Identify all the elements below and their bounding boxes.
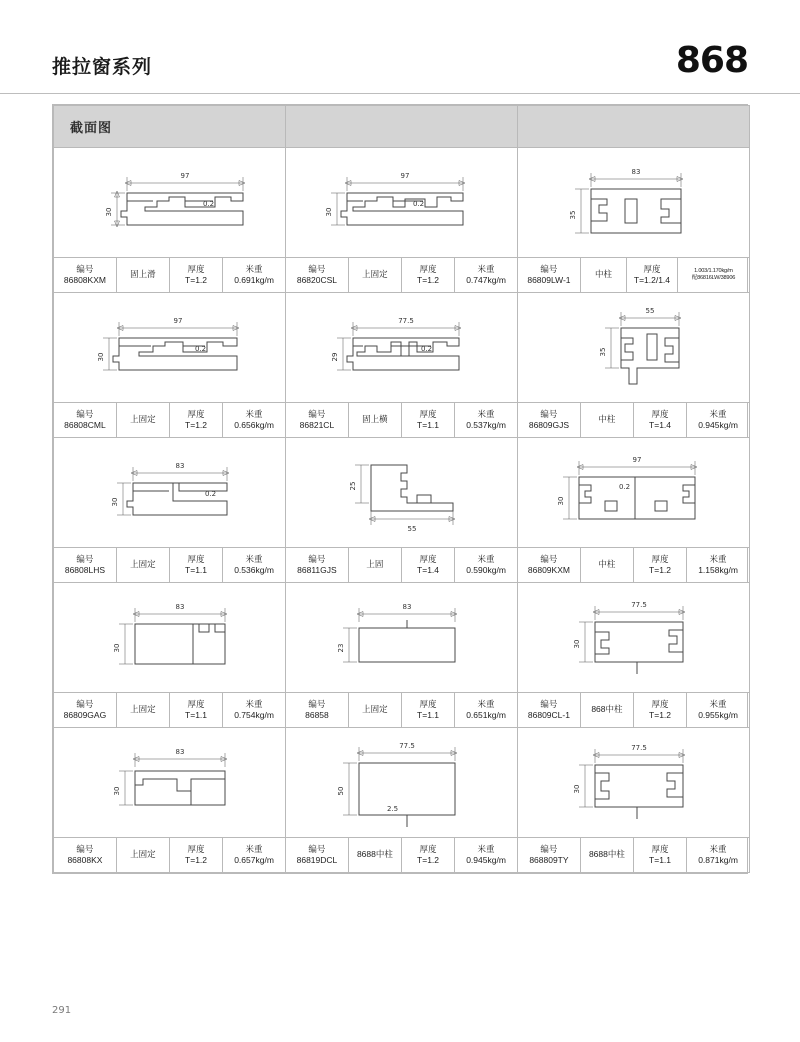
spec-name-r5c3: 8688中柱	[580, 838, 633, 872]
profile-grid	[53, 105, 750, 873]
spec-weight-r3c1: 米重 0.536kg/m	[234, 553, 274, 575]
spec-thickness-r5c2: 厚度 T=1.2	[401, 838, 454, 872]
dim-width-r5c3: 77.5	[630, 743, 647, 752]
dim-height-r3c1: 30	[110, 497, 119, 506]
spec-thickness-r4c2: 厚度 T=1.1	[401, 693, 454, 727]
dim-width-r1c2: 97	[400, 171, 409, 180]
band-header-row	[54, 106, 750, 148]
spec-code-r3c3: 编号 86809KXM	[518, 548, 580, 582]
band-empty-cell-2	[518, 106, 750, 148]
drawing-cell-r5c2	[286, 728, 518, 838]
spec-code-r3c2: 编号 86811GJS	[286, 548, 348, 582]
dim-width-r4c3: 77.5	[630, 600, 647, 609]
dim-width-r4c2: 83	[402, 602, 411, 611]
spec-weight-r4c2: 米重 0.651kg/m	[466, 698, 506, 720]
dim-height-r3c3: 30	[556, 496, 565, 505]
spec-name-r2c2: 固上横	[348, 403, 401, 437]
spec-code-r1c3: 编号 86809LW-1	[518, 258, 580, 292]
spec-name-r5c2: 8688中柱	[348, 838, 401, 872]
spec-cell-r5c2	[286, 838, 518, 873]
dim-height-r5c1: 30	[112, 786, 121, 795]
drawing-cell-r2c3	[518, 293, 750, 403]
spec-name-r3c1: 上固定	[116, 548, 169, 582]
drawing-cell-r5c1	[54, 728, 286, 838]
spec-code-r4c1: 编号 86809GAG	[54, 693, 116, 727]
page-header	[0, 0, 800, 93]
dim-height-r5c2: 50	[336, 786, 345, 795]
drawing-cell-r5c3	[518, 728, 750, 838]
dim-width-r3c1: 83	[175, 461, 184, 470]
spec-thickness-r3c3: 厚度 T=1.2	[633, 548, 686, 582]
drawing-row-5	[54, 728, 750, 838]
spec-cell-r2c1	[54, 403, 286, 438]
spec-cell-r2c2	[286, 403, 518, 438]
spec-cell-r4c1	[54, 693, 286, 728]
dim-height-r1c1: 30	[104, 207, 113, 216]
dim-height-r2c3: 35	[598, 347, 607, 356]
page-number: 291	[52, 1005, 72, 1016]
spec-thickness-r3c1: 厚度 T=1.1	[169, 548, 222, 582]
spec-name-r3c2: 上固	[348, 548, 401, 582]
dim-width-r5c2: 77.5	[398, 741, 415, 750]
dim-height-r1c3: 35	[568, 210, 577, 219]
dim-width-r2c2: 77.5	[397, 316, 414, 325]
drawing-row-2	[54, 293, 750, 403]
svg-text:0.2: 0.2	[420, 344, 432, 353]
profile-table	[52, 104, 748, 874]
dim-width-r2c3: 55	[645, 306, 654, 315]
svg-text:0.2: 0.2	[202, 199, 214, 208]
spec-code-r4c3: 编号 86809CL-1	[518, 693, 580, 727]
spec-weight-r5c2: 米重 0.945kg/m	[466, 843, 506, 865]
spec-name-r3c3: 中柱	[580, 548, 633, 582]
spec-weight-r4c1: 米重 0.754kg/m	[234, 698, 274, 720]
series-number: 868	[675, 40, 748, 81]
spec-thickness-r4c3: 厚度 T=1.2	[633, 693, 686, 727]
svg-text:0.2: 0.2	[618, 482, 630, 491]
spec-cell-r1c1	[54, 258, 286, 293]
spec-cell-r2c3	[518, 403, 750, 438]
spec-cell-r1c3	[518, 258, 750, 293]
dim-width-r3c3: 97	[632, 455, 641, 464]
drawing-cell-r2c1	[54, 293, 286, 403]
drawing-cell-r4c2	[286, 583, 518, 693]
spec-weight-r5c1: 米重 0.657kg/m	[234, 843, 274, 865]
spec-cell-r3c2	[286, 548, 518, 583]
drawing-cell-r3c3	[518, 438, 750, 548]
band-empty-cell-1	[286, 106, 518, 148]
spec-weight-r4c3: 米重 0.955kg/m	[698, 698, 738, 720]
header-divider	[0, 93, 800, 94]
spec-thickness-r2c2: 厚度 T=1.1	[401, 403, 454, 437]
spec-code-r2c2: 编号 86821CL	[286, 403, 348, 437]
dim-height-r4c3: 30	[572, 639, 581, 648]
spec-weight-r5c3: 米重 0.871kg/m	[698, 843, 738, 865]
spec-cell-r3c3	[518, 548, 750, 583]
spec-weight-r2c1: 米重 0.656kg/m	[234, 408, 274, 430]
spec-name-r1c3: 中柱	[580, 258, 626, 292]
spec-thickness-r1c2: 厚度 T=1.2	[401, 258, 454, 292]
drawing-cell-r4c1	[54, 583, 286, 693]
spec-row-5	[54, 838, 750, 873]
spec-weight-r3c3: 米重 1.158kg/m	[698, 553, 738, 575]
dim-height-r4c1: 30	[112, 643, 121, 652]
spec-code-r5c1: 编号 86808KX	[54, 838, 116, 872]
band-title: 截面图	[70, 119, 113, 135]
spec-row-2	[54, 403, 750, 438]
spec-name-r4c2: 上固定	[348, 693, 401, 727]
spec-code-r5c3: 编号 868809TY	[518, 838, 580, 872]
svg-text:0.2: 0.2	[204, 489, 216, 498]
svg-text:2.5: 2.5	[386, 804, 398, 813]
spec-row-1	[54, 258, 750, 293]
svg-text:0.2: 0.2	[412, 199, 424, 208]
spec-thickness-r2c3: 厚度 T=1.4	[633, 403, 686, 437]
dim-height-r5c3: 30	[572, 784, 581, 793]
page-title: 推拉窗系列	[52, 57, 153, 78]
dim-width-r1c1: 97	[180, 171, 189, 180]
drawing-cell-r1c1	[54, 148, 286, 258]
spec-thickness-r3c2: 厚度 T=1.4	[401, 548, 454, 582]
band-title-cell	[54, 106, 286, 148]
dim-width-r3c2: 55	[407, 524, 416, 533]
dim-width-r5c1: 83	[175, 747, 184, 756]
spec-thickness-r1c3: 厚度 T=1.2/1.4	[627, 258, 678, 292]
spec-weight-r2c2: 米重 0.537kg/m	[466, 408, 506, 430]
spec-code-r3c1: 编号 86808LHS	[54, 548, 116, 582]
drawing-row-4	[54, 583, 750, 693]
spec-name-r2c1: 上固定	[116, 403, 169, 437]
spec-weight-r1c1: 米重 0.691kg/m	[234, 263, 274, 285]
dim-width-r1c3: 83	[631, 167, 640, 176]
spec-cell-r5c1	[54, 838, 286, 873]
dim-height-r2c1: 30	[96, 352, 105, 361]
spec-cell-r4c3	[518, 693, 750, 728]
spec-weight-r3c2: 米重 0.590kg/m	[466, 553, 506, 575]
dim-height-r3c2: 25	[348, 481, 357, 490]
spec-row-4	[54, 693, 750, 728]
drawing-row-1	[54, 148, 750, 258]
spec-code-r2c1: 编号 86808CML	[54, 403, 116, 437]
spec-code-r4c2: 编号 86858	[286, 693, 348, 727]
dim-width-r2c1: 97	[173, 316, 182, 325]
spec-name-r5c1: 上固定	[116, 838, 169, 872]
spec-cell-r1c2	[286, 258, 518, 293]
spec-code-r1c1: 编号 86808KXM	[54, 258, 116, 292]
drawing-cell-r4c3	[518, 583, 750, 693]
spec-code-r1c2: 编号 86820CSL	[286, 258, 348, 292]
spec-code-r2c3: 编号 86809GJS	[518, 403, 580, 437]
dim-height-r4c2: 23	[336, 643, 345, 652]
drawing-cell-r2c2	[286, 293, 518, 403]
svg-text:0.2: 0.2	[194, 344, 206, 353]
spec-thickness-r4c1: 厚度 T=1.1	[169, 693, 222, 727]
spec-thickness-r5c1: 厚度 T=1.2	[169, 838, 222, 872]
spec-cell-r5c3	[518, 838, 750, 873]
drawing-cell-r3c1	[54, 438, 286, 548]
spec-cell-r3c1	[54, 548, 286, 583]
drawing-row-3	[54, 438, 750, 548]
spec-name-r1c1: 固上滑	[116, 258, 169, 292]
spec-name-r4c3: 868中柱	[580, 693, 633, 727]
dim-width-r4c1: 83	[175, 602, 184, 611]
spec-thickness-r2c1: 厚度 T=1.2	[169, 403, 222, 437]
spec-name-r2c3: 中柱	[580, 403, 633, 437]
drawing-cell-r1c2	[286, 148, 518, 258]
spec-thickness-r5c3: 厚度 T=1.1	[633, 838, 686, 872]
dim-height-r2c2: 29	[330, 352, 339, 361]
spec-weight-r1c2: 米重 0.747kg/m	[466, 263, 506, 285]
spec-name-r1c2: 上固定	[348, 258, 401, 292]
spec-thickness-r1c1: 厚度 T=1.2	[169, 258, 222, 292]
spec-weight-r2c3: 米重 0.945kg/m	[698, 408, 738, 430]
spec-name-r4c1: 上固定	[116, 693, 169, 727]
spec-weight-r1c3: 1.003/1.170kg/m 配86816LW/38906	[691, 268, 736, 281]
drawing-cell-r3c2	[286, 438, 518, 548]
dim-height-r1c2: 30	[324, 207, 333, 216]
drawing-cell-r1c3	[518, 148, 750, 258]
spec-row-3	[54, 548, 750, 583]
spec-code-r5c2: 编号 86819DCL	[286, 838, 348, 872]
spec-cell-r4c2	[286, 693, 518, 728]
